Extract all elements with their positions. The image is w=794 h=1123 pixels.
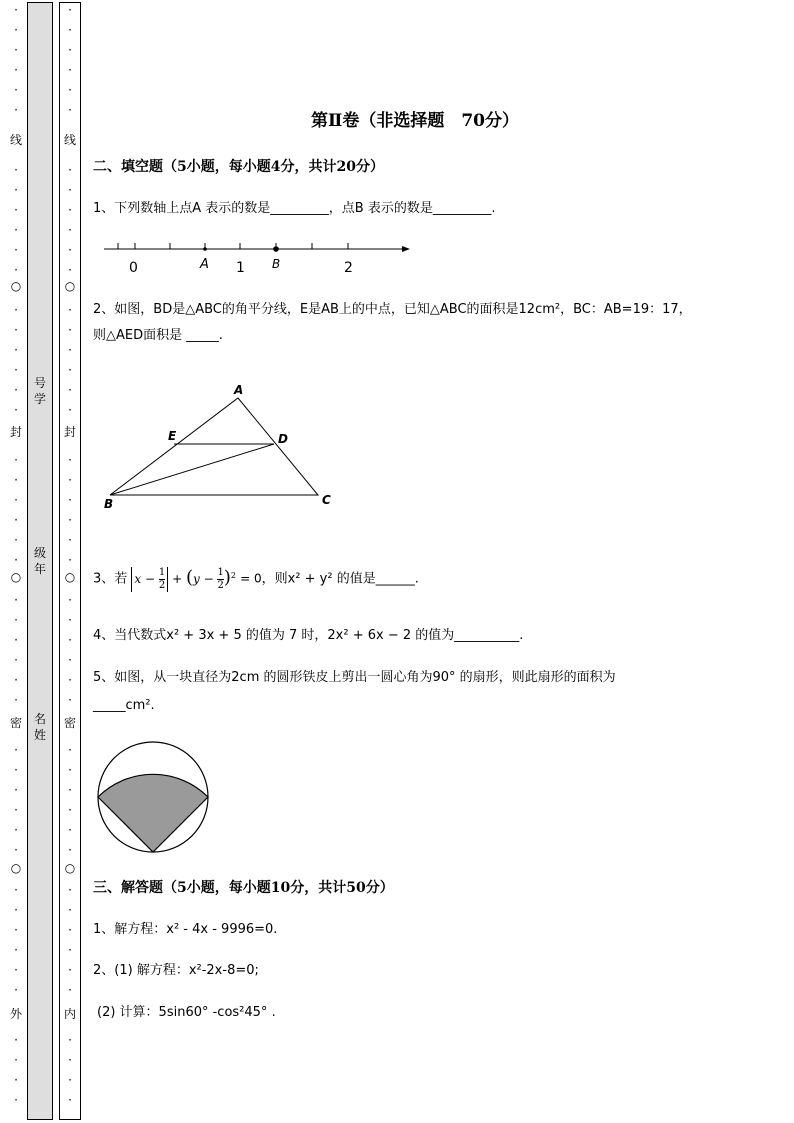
question-3: 3、若 x − $\frac{1}{2}$ + (y − $\frac{1}{2}$ )$^2$ = 0，则x² + y² 的值是______. bbox=[93, 567, 419, 591]
vertex-c: C bbox=[322, 493, 331, 507]
margin-label: ○ bbox=[10, 279, 22, 293]
vertex-b: B bbox=[104, 497, 114, 511]
vertex-a: A bbox=[234, 383, 244, 397]
tick-label-0: 0 bbox=[129, 260, 138, 276]
point-b-label: B bbox=[272, 257, 281, 271]
point-a-label: A bbox=[200, 257, 209, 272]
margin-label: ○ bbox=[64, 570, 76, 584]
grade-field: 级年 bbox=[33, 546, 46, 576]
answer-question-2-part1: 2、(1) 解方程：x²-2x-8=0; bbox=[93, 963, 259, 978]
margin-label: 密 bbox=[63, 716, 76, 730]
margin-label: 封 bbox=[63, 425, 76, 439]
margin-label: 线 bbox=[9, 133, 22, 147]
margin-label: ○ bbox=[10, 570, 22, 584]
student-info-strip bbox=[27, 2, 53, 1120]
margin-label: ○ bbox=[64, 279, 76, 293]
margin-label: ○ bbox=[10, 861, 22, 875]
number-line-figure bbox=[100, 236, 420, 278]
question-5-line1: 5、如图，从一块直径为2cm 的圆形铁皮上剪出一圆心角为90° 的扇形，则此扇形的面积为 bbox=[93, 670, 616, 685]
margin-label: 封 bbox=[9, 425, 22, 439]
margin-label: 外 bbox=[9, 1007, 22, 1021]
answer-question-2-part2: (2) 计算：5sin60° -cos²45° . bbox=[97, 1005, 276, 1020]
section-fill-in: 二、填空题（5小题，每小题4分，共计20分） bbox=[93, 159, 384, 175]
point-e: E bbox=[168, 429, 177, 443]
answer-question-1: 1、解方程：x² - 4x - 9996=0. bbox=[93, 922, 278, 937]
triangle-figure bbox=[98, 380, 348, 515]
tick-label-2: 2 bbox=[344, 260, 353, 276]
margin-label: 线 bbox=[63, 133, 76, 147]
margin-label: 密 bbox=[9, 716, 22, 730]
question-5-line2: _____cm². bbox=[93, 698, 155, 713]
section-answer: 三、解答题（5小题，每小题10分，共计50分） bbox=[93, 880, 394, 896]
question-2-line1: 2、如图，BD是△ABC的角平分线，E是AB上的中点，已知△ABC的面积是12cm²，BC：AB=19：17， bbox=[93, 302, 692, 317]
question-2-line2: 则△AED面积是 _____. bbox=[93, 328, 223, 343]
name-field: 名姓 bbox=[33, 712, 46, 742]
sector-figure bbox=[94, 738, 214, 858]
margin-label: 内 bbox=[63, 1007, 76, 1021]
tick-label-1: 1 bbox=[236, 260, 245, 276]
question-4: 4、当代数式x² + 3x + 5 的值为 7 时，2x² + 6x − 2 的值为__________. bbox=[93, 628, 524, 643]
point-d: D bbox=[278, 432, 288, 446]
question-1: 1、下列数轴上点A 表示的数是_________，点B 表示的数是_________. bbox=[93, 201, 496, 216]
student-id-field: 号学 bbox=[33, 376, 46, 406]
paper-title: 第Ⅱ卷（非选择题 70分） bbox=[311, 111, 519, 131]
margin-label: ○ bbox=[64, 861, 76, 875]
